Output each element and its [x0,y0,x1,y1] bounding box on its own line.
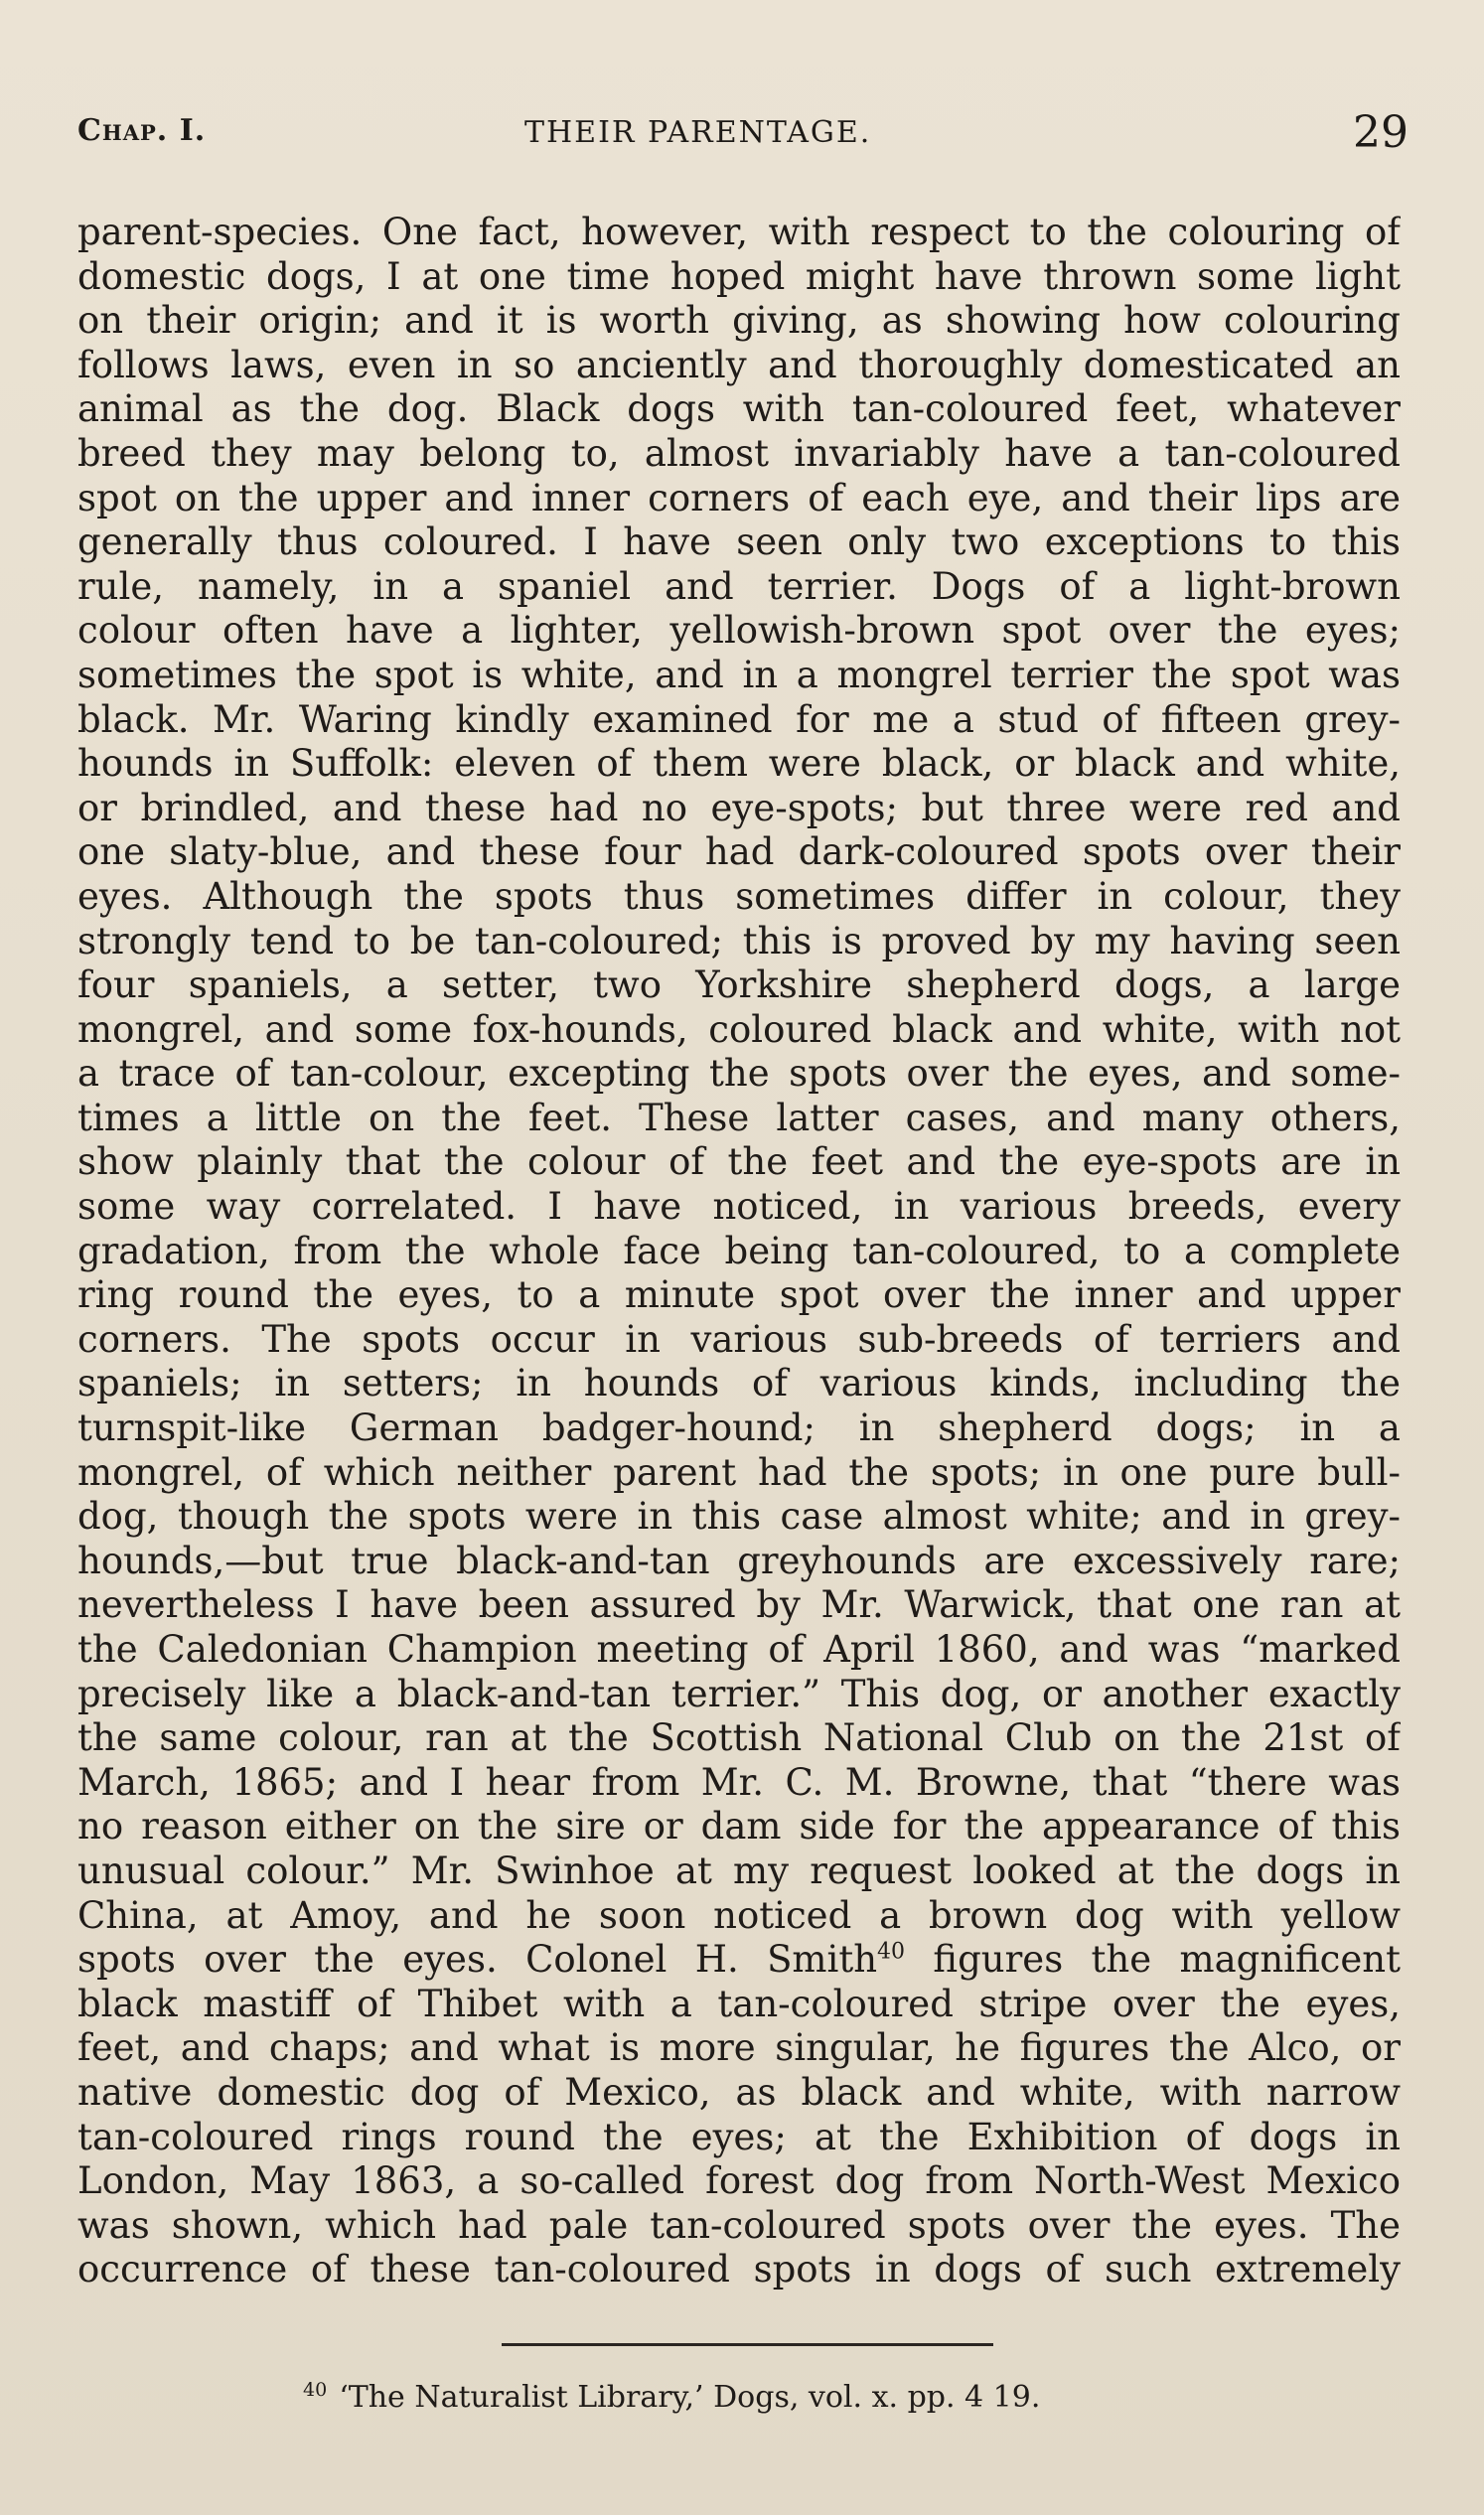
text-line: animal as the dog. Black dogs with tan-coloured feet, whatever [77,387,1401,431]
text-line: a trace of tan-colour, excepting the spots over the eyes, and some- [77,1052,1401,1096]
text-line: on their origin; and it is worth giving, as showing how colouring [77,299,1401,343]
running-header [77,107,1409,167]
text-line: spot on the upper and inner corners of each eye, and their lips are [77,476,1401,519]
text-line: the same colour, ran at the Scottish National Club on the 21st of [77,1716,1401,1760]
footnote [303,2379,1197,2415]
running-title: THEIR PARENTAGE. [524,115,872,150]
line-end: figures the magnificent [905,1938,1401,1982]
text-line: rule, namely, in a spaniel and terrier. Dogs of a light-brown [77,564,1401,608]
text-line: hounds,—but true black-and-tan greyhounds are excessively rare; [77,1539,1401,1582]
text-line: colour often have a lighter, yellowish-brown spot over the eyes; [77,609,1401,653]
text-line: dog, though the spots were in this case almost white; and in grey- [77,1495,1401,1539]
footnote-reference: 40 [877,1939,906,1965]
text-line: London, May 1863, a so-called forest dog from North-West Mexico [77,2159,1401,2203]
line-start: spots over the eyes. Colonel H. Smith [77,1938,878,1982]
text-line: ring round the eyes, to a minute spot over the inner and upper [77,1273,1401,1317]
text-line: turnspit-like German badger-hound; in shepherd dogs; in a [77,1406,1401,1450]
text-line: parent-species. One fact, however, with respect to the colouring of [77,211,1401,253]
text-line: March, 1865; and I hear from Mr. C. M. Browne, that “there was [77,1760,1401,1804]
text-line: four spaniels, a setter, two Yorkshire shepherd dogs, a large [77,963,1401,1007]
footnote-marker: 40 [303,2379,328,2401]
text-line: eyes. Although the spots thus sometimes differ in colour, they [77,874,1401,918]
text-line: mongrel, of which neither parent had the spots; in one pure bull- [77,1450,1401,1494]
text-line: native domestic dog of Mexico, as black and white, with narrow [77,2070,1401,2114]
text-line: was shown, which had pale tan-coloured spots over the eyes. The [77,2203,1401,2247]
text-line: show plainly that the colour of the feet and the eye-spots are in [77,1140,1401,1184]
text-line: nevertheless I have been assured by Mr. Warwick, that one ran at [77,1583,1401,1627]
footnote-divider [502,2343,993,2346]
text-line: times a little on the feet. These latter cases, and many others, [77,1096,1401,1139]
text-line: gradation, from the whole face being tan-coloured, to a complete [77,1229,1401,1272]
chapter-label: Chap. I. [77,113,207,148]
body-paragraph [77,211,1401,2293]
text-line: occurrence of these tan-coloured spots in dogs of such extremely [77,2248,1401,2292]
text-line: spaniels; in setters; in hounds of various kinds, including the [77,1362,1401,1405]
text-line: breed they may belong to, almost invariably have a tan-coloured [77,431,1401,475]
text-line: one slaty-blue, and these four had dark-coloured spots over their [77,830,1401,874]
text-line: strongly tend to be tan-coloured; this is proved by my having seen [77,919,1401,962]
text-line: sometimes the spot is white, and in a mongrel terrier the spot was [77,653,1401,696]
text-line: follows laws, even in so anciently and thoroughly domesticated an [77,343,1401,386]
text-line: China, at Amoy, and he soon noticed a brown dog with yellow [77,1893,1401,1937]
text-line: mongrel, and some fox-hounds, coloured black and white, with not [77,1007,1401,1051]
text-line: some way correlated. I have noticed, in various breeds, every [77,1185,1401,1229]
text-line: unusual colour.” Mr. Swinhoe at my request looked at the dogs in [77,1849,1401,1892]
text-line: domestic dogs, I at one time hoped might have thrown some light [77,254,1401,298]
text-line-with-footnote-ref [77,1938,1401,1983]
footnote-text: ‘The Naturalist Library,’ Dogs, vol. x. pp. 4 19. [339,2380,1041,2415]
text-line: generally thus coloured. I have seen only two exceptions to this [77,520,1401,564]
text-line: tan-coloured rings round the eyes; at the Exhibition of dogs in [77,2115,1401,2158]
text-line: no reason either on the sire or dam side for the appearance of this [77,1805,1401,1849]
text-line: precisely like a black-and-tan terrier.” This dog, or another exactly [77,1672,1401,1715]
text-line: black mastiff of Thibet with a tan-coloured stripe over the eyes, [77,1982,1401,2025]
text-line: the Caledonian Champion meeting of April 1860, and was “marked [77,1628,1401,1671]
text-line: black. Mr. Waring kindly examined for me a stud of fifteen grey- [77,697,1401,741]
text-line: hounds in Suffolk: eleven of them were black, or black and white, [77,742,1401,786]
text-line: corners. The spots occur in various sub-breeds of terriers and [77,1317,1401,1361]
page-number: 29 [1353,107,1409,158]
text-line: or brindled, and these had no eye-spots; but three were red and [77,786,1401,829]
text-line: feet, and chaps; and what is more singular, he figures the Alco, or [77,2026,1401,2070]
